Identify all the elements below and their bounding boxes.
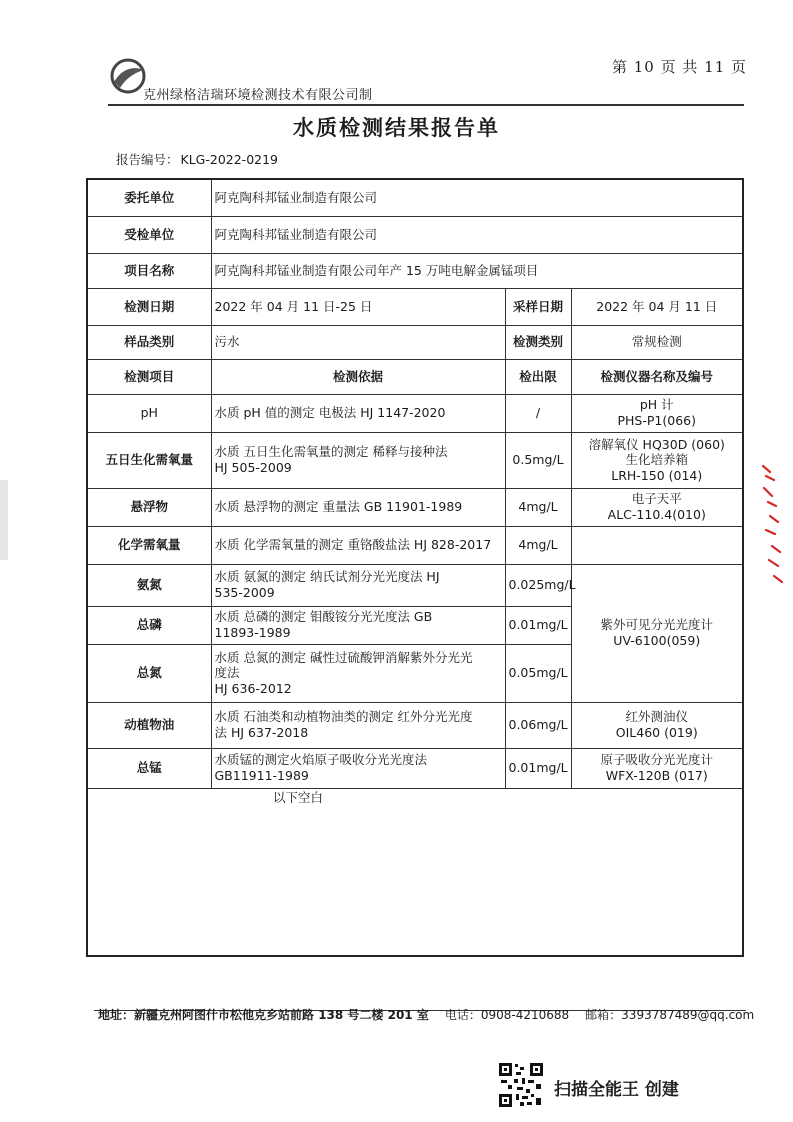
company-name: 克州绿格洁瑞环境检测技术有限公司制 (143, 88, 373, 103)
client-label: 委托单位 (87, 179, 211, 216)
basis-tp (211, 606, 505, 644)
basis-bod5 (211, 432, 505, 488)
basis-line: 水质 总磷的测定 钼酸铵分光光度法 GB (214, 609, 433, 625)
instrument-oil (571, 702, 743, 748)
client-value: 阿克陶科邦锰业制造有限公司 (211, 179, 743, 216)
item-bod5: 五日生化需氧量 (87, 432, 211, 488)
report-number-label: 报告编号： (116, 152, 179, 167)
email-label: 邮箱： (585, 1008, 622, 1022)
basis-oil (211, 702, 505, 748)
project-value: 阿克陶科邦锰业制造有限公司年产 15 万吨电解金属锰项目 (211, 253, 743, 288)
limit-mn: 0.01mg/L (505, 748, 571, 788)
basis-line: 法 HJ 637-2018 (214, 725, 309, 740)
test-date-value: 2022 年 04 月 11 日-25 日 (211, 288, 505, 325)
test-date-label: 检测日期 (87, 288, 211, 325)
instrument-name: 溶解氧仪 HQ30D (060) (588, 436, 725, 452)
item-oil: 动植物油 (87, 702, 211, 748)
table-row (87, 253, 743, 288)
instrument-name: 电子天平 (631, 491, 682, 507)
table-row (87, 216, 743, 253)
col-header-limit: 检出限 (505, 359, 571, 394)
instrument-code: OIL460 (019) (615, 725, 698, 740)
basis-ss: 水质 悬浮物的测定 重量法 GB 11901-1989 (211, 488, 505, 526)
table-row (87, 564, 743, 606)
basis-line: 度法 (214, 665, 240, 681)
instrument-name: 原子吸收分光光度计 (600, 752, 713, 768)
basis-tn (211, 644, 505, 702)
item-tn: 总氮 (87, 644, 211, 702)
instrument-cod (571, 526, 743, 564)
address-value: 新疆克州阿图什市松他克乡站前路 138 号二楼 201 室 (134, 1008, 429, 1022)
table-header-row (87, 359, 743, 394)
test-type-value: 常规检测 (571, 325, 743, 359)
col-header-instrument: 检测仪器名称及编号 (571, 359, 743, 394)
document-title: 水质检测结果报告单 (293, 116, 500, 140)
item-mn: 总锰 (87, 748, 211, 788)
blank-area (87, 788, 743, 956)
instrument-name: 红外测油仪 (625, 709, 688, 725)
scan-edge-shadow (0, 480, 8, 560)
sample-date-value: 2022 年 04 月 11 日 (571, 288, 743, 325)
item-ammonia: 氨氮 (87, 564, 211, 606)
item-ss: 悬浮物 (87, 488, 211, 526)
instrument-code: UV-6100(059) (613, 633, 701, 648)
instrument-uv-shared (571, 564, 743, 702)
basis-line: HJ 505-2009 (214, 460, 292, 475)
sample-type-value: 污水 (211, 325, 505, 359)
instrument-mn (571, 748, 743, 788)
results-table (86, 178, 744, 957)
report-number-value: KLG-2022-0219 (180, 152, 279, 167)
inspected-label: 受检单位 (87, 216, 211, 253)
item-cod: 化学需氧量 (87, 526, 211, 564)
instrument-name: 紫外可见分光光度计 (600, 617, 713, 633)
table-row (87, 432, 743, 488)
basis-line: GB11911-1989 (214, 768, 309, 783)
instrument-name: 生化培养箱 (625, 452, 688, 468)
test-type-label: 检测类别 (505, 325, 571, 359)
limit-cod: 4mg/L (505, 526, 571, 564)
table-row (87, 179, 743, 216)
basis-line: 水质 石油类和动植物油类的测定 红外分光光度 (214, 709, 473, 725)
header-divider (108, 104, 744, 106)
company-logo-icon (108, 56, 148, 96)
limit-tn: 0.05mg/L (505, 644, 571, 702)
table-row (87, 702, 743, 748)
basis-line: 水质 五日生化需氧量的测定 稀释与接种法 (214, 444, 448, 460)
limit-bod5: 0.5mg/L (505, 432, 571, 488)
limit-ss: 4mg/L (505, 488, 571, 526)
instrument-code: ALC-110.4(010) (607, 507, 706, 522)
basis-cod: 水质 化学需氧量的测定 重铬酸盐法 HJ 828-2017 (211, 526, 505, 564)
instrument-code: LRH-150 (014) (611, 467, 703, 483)
table-row (87, 488, 743, 526)
footer (98, 1006, 754, 1023)
basis-mn (211, 748, 505, 788)
col-header-basis: 检测依据 (211, 359, 505, 394)
blank-note: 以下空白 (272, 789, 323, 805)
table-row (87, 748, 743, 788)
table-row (87, 288, 743, 325)
instrument-bod5 (571, 432, 743, 488)
table-row (87, 325, 743, 359)
sample-type-label: 样品类别 (87, 325, 211, 359)
instrument-code: PHS-P1(066) (617, 413, 696, 428)
item-tp: 总磷 (87, 606, 211, 644)
col-header-item: 检测项目 (87, 359, 211, 394)
item-ph: pH (87, 394, 211, 432)
address-label: 地址： (98, 1008, 135, 1022)
basis-line: 11893-1989 (214, 625, 291, 640)
limit-oil: 0.06mg/L (505, 702, 571, 748)
table-row (87, 394, 743, 432)
basis-ammonia (211, 564, 505, 606)
red-stamp-fragment-icon (760, 462, 786, 592)
blank-area-row (87, 788, 743, 956)
qr-code-icon (498, 1062, 544, 1108)
basis-line: 535-2009 (214, 585, 275, 600)
basis-line: 水质 总氮的测定 碱性过硫酸钾消解紫外分光光 (214, 649, 473, 665)
sample-date-label: 采样日期 (505, 288, 571, 325)
phone-value: 0908-4210688 (480, 1008, 570, 1022)
page-number: 第 10 页 共 11 页 (612, 58, 748, 76)
inspected-value: 阿克陶科邦锰业制造有限公司 (211, 216, 743, 253)
project-label: 项目名称 (87, 253, 211, 288)
scanner-watermark: 扫描全能王 创建 (554, 1080, 679, 1100)
instrument-ss (571, 488, 743, 526)
instrument-code: WFX-120B (017) (605, 768, 708, 783)
limit-ammonia: 0.025mg/L (505, 564, 571, 606)
limit-tp: 0.01mg/L (505, 606, 571, 644)
instrument-name: pH 计 (639, 397, 674, 413)
basis-line: 水质 氨氮的测定 纳氏试剂分光光度法 HJ (214, 569, 440, 585)
basis-ph: 水质 pH 值的测定 电极法 HJ 1147-2020 (211, 394, 505, 432)
basis-line: 水质锰的测定火焰原子吸收分光光度法 (214, 752, 428, 768)
report-number (116, 150, 280, 168)
email-value: 3393787489@qq.com (621, 1008, 755, 1022)
instrument-ph (571, 394, 743, 432)
phone-label: 电话： (444, 1008, 481, 1022)
basis-line: HJ 636-2012 (214, 680, 292, 696)
limit-ph: / (505, 394, 571, 432)
table-row (87, 526, 743, 564)
